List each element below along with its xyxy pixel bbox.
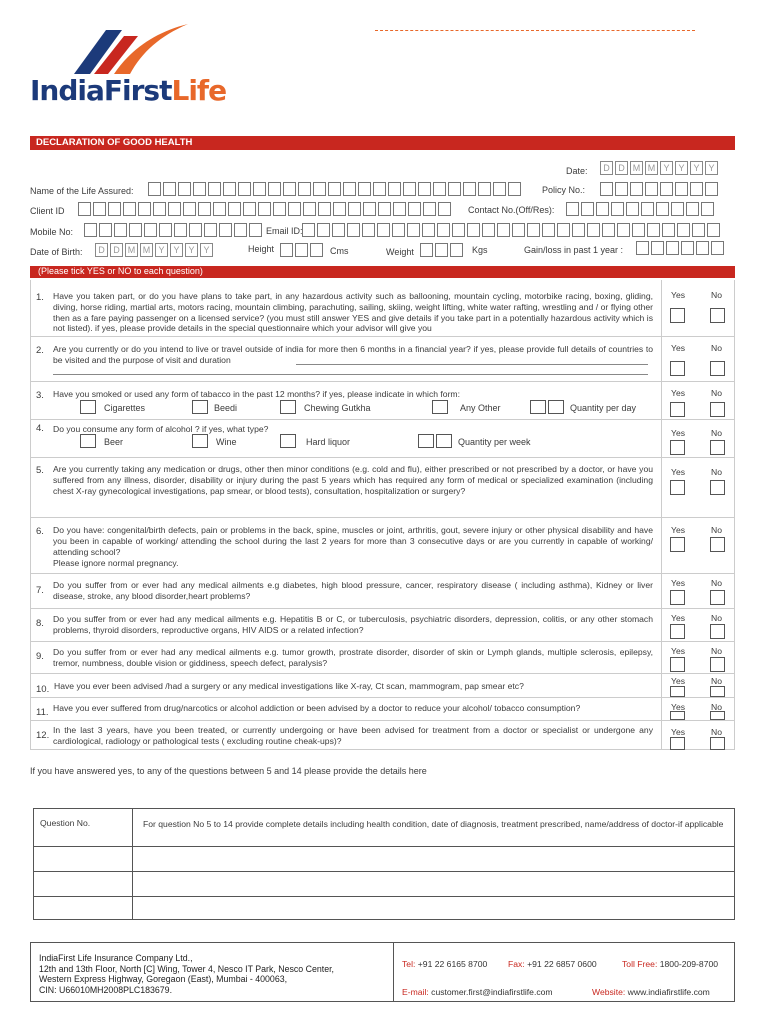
question-1-text: Have you taken part, or do you have plans to take part, in any hazardous activity such as ballooning, mountain cycling, motorbike racing, boxing, gliding, diving, horse riding, martial arts, motors racing, mountain climbing, parachuting, sailing, skiing, weight lifting, white water rafting, wrestling and / or flying other then as a fare paying passenger on a licensed service? (you must still answer YES and give details if you take part in a potentially hazardous activity which is not listed). if yes, please provide details in the special questionnaire which your advisor will give you <box>53 291 653 334</box>
mobile-no-field[interactable] <box>84 223 264 237</box>
height-label: Height <box>248 244 275 254</box>
q1-yes-label: Yes <box>671 290 686 300</box>
question-12-number: 12. <box>36 730 50 741</box>
q6-yes-label: Yes <box>671 525 686 535</box>
q6-no-label: No <box>711 525 722 535</box>
policy-no-label: Policy No.: <box>542 185 586 195</box>
question-7-number: 7. <box>36 585 44 596</box>
fax-contact: Fax: +91 22 6857 0600 <box>508 959 597 969</box>
question-2-number: 2. <box>36 345 44 356</box>
details-row[interactable] <box>34 847 734 872</box>
separator <box>30 457 735 458</box>
q10-yes-checkbox[interactable] <box>670 686 685 697</box>
q12-yes-label: Yes <box>671 727 686 737</box>
separator <box>30 641 735 642</box>
gain-loss-label: Gain/loss in past 1 year : <box>524 245 624 255</box>
q12-no-label: No <box>711 727 722 737</box>
details-row[interactable] <box>34 897 734 919</box>
hard-liquor-checkbox[interactable] <box>280 434 296 448</box>
separator <box>30 697 735 698</box>
section-title: DECLARATION OF GOOD HEALTH <box>36 137 193 148</box>
question-10-text: Have you ever been advised /had a surgery or any medical investigations like X-ray, Ct scan, mammogram, pap smear etc? <box>54 681 524 691</box>
q2-no-checkbox[interactable] <box>710 361 725 376</box>
separator <box>30 573 735 574</box>
question-9-text: Do you suffer from or ever had any medical ailments e.g. tumor growth, prostrate disorder, disorder of skin or Lymph glands, multiple sclerosis, epilepsy, tremor, numbness, double vision or giddiness, speech defect, paralysis? <box>53 647 653 668</box>
company-address: IndiaFirst Life Insurance Company Ltd., 12th and 13th Floor, North [C] Wing, Tower 4, Nesco IT Park, Nesco Center, Western Express Highway, Goregaon (East), Mumbai - 400063, CIN: U66010MH2008PLC183679. <box>39 953 334 995</box>
chewing-gutkha-checkbox[interactable] <box>280 400 296 414</box>
question-12-text: In the last 3 years, have you been treated, or currently undergoing or have been advised for treatment from a doctor or specialist or undergone any cardiological, radiology or pathological tests ( excluding routine cheak-ups)? <box>53 725 653 746</box>
separator <box>30 419 735 420</box>
cigarettes-label: Cigarettes <box>104 403 146 413</box>
gain-loss-field[interactable] <box>636 241 726 255</box>
wine-label: Wine <box>216 437 237 447</box>
q2-details-line[interactable] <box>53 374 648 375</box>
q4-no-checkbox[interactable] <box>710 440 725 455</box>
q2-no-label: No <box>711 343 722 353</box>
q8-no-label: No <box>711 613 722 623</box>
email-id-label: Email ID: <box>266 226 303 236</box>
answer-column-divider <box>661 280 662 750</box>
wine-checkbox[interactable] <box>192 434 208 448</box>
question-10-number: 10. <box>36 684 50 695</box>
q7-no-checkbox[interactable] <box>710 590 725 605</box>
qty-per-day-box[interactable] <box>530 400 546 414</box>
beedi-checkbox[interactable] <box>192 400 208 414</box>
q11-yes-label: Yes <box>671 702 686 712</box>
qty-per-week-box[interactable] <box>436 434 452 448</box>
cigarettes-checkbox[interactable] <box>80 400 96 414</box>
question-1-number: 1. <box>36 292 44 303</box>
q5-no-label: No <box>711 467 722 477</box>
q7-no-label: No <box>711 578 722 588</box>
q3-no-label: No <box>711 388 722 398</box>
q9-no-label: No <box>711 646 722 656</box>
mobile-no-label: Mobile No: <box>30 227 74 237</box>
q3-yes-label: Yes <box>671 388 686 398</box>
q4-yes-checkbox[interactable] <box>670 440 685 455</box>
policy-no-field[interactable] <box>600 182 720 196</box>
any-other-label: Any Other <box>460 403 501 413</box>
section-title-bar <box>30 136 735 150</box>
contact-divider <box>375 30 695 31</box>
q7-yes-checkbox[interactable] <box>670 590 685 605</box>
q3-no-checkbox[interactable] <box>710 402 725 417</box>
q8-yes-label: Yes <box>671 613 686 623</box>
beer-label: Beer <box>104 437 124 447</box>
qty-per-week-label: Quantity per week <box>458 437 531 447</box>
q1-yes-checkbox[interactable] <box>670 308 685 323</box>
q8-yes-checkbox[interactable] <box>670 624 685 639</box>
q9-no-checkbox[interactable] <box>710 657 725 672</box>
contact-no-label: Contact No.(Off/Res): <box>468 205 555 215</box>
separator <box>30 336 735 337</box>
q11-no-checkbox[interactable] <box>710 711 725 720</box>
kgs-label: Kgs <box>472 245 488 255</box>
question-6-note: Please ignore normal pregnancy. <box>53 558 179 568</box>
q6-yes-checkbox[interactable] <box>670 537 685 552</box>
question-7-text: Do you suffer from or ever had any medical ailments e.g diabetes, high blood pressure, cancer, respiratory disease ( including asthma), Kidney or liver disease, stroke, any blood disorder,heart problems? <box>53 580 653 601</box>
q11-yes-checkbox[interactable] <box>670 711 685 720</box>
chewing-gutkha-label: Chewing Gutkha <box>304 403 371 413</box>
details-row[interactable] <box>34 872 734 897</box>
date-label: Date: <box>566 166 588 176</box>
company-logo: IndiaFirstLife <box>30 74 227 107</box>
separator <box>30 517 735 518</box>
question-3-number: 3. <box>36 390 44 401</box>
dob-field[interactable]: D D M M Y Y Y Y <box>95 243 215 257</box>
website-contact[interactable]: Website: www.indiafirstlife.com <box>592 987 710 997</box>
email-contact[interactable]: E-mail: customer.first@indiafirstlife.com <box>402 987 553 997</box>
client-id-field[interactable] <box>78 202 453 216</box>
question-6-text: Do you have: congenital/birth defects, pain or problems in the back, spine, muscles or joint, arthritis, gout, severe injury or other physical disability and have you been in capable of working/ attending the school during the last 2 years for more than 3 consecutive days or are you currently in capable of working/ attending school? <box>53 525 653 557</box>
q1-no-label: No <box>711 290 722 300</box>
q9-yes-checkbox[interactable] <box>670 657 685 672</box>
q5-no-checkbox[interactable] <box>710 480 725 495</box>
q2-details-line[interactable] <box>296 364 648 365</box>
question-6-number: 6. <box>36 526 44 537</box>
question-11-number: 11. <box>36 707 49 718</box>
q5-yes-label: Yes <box>671 467 686 477</box>
weight-label: Weight <box>386 247 414 257</box>
q8-no-checkbox[interactable] <box>710 624 725 639</box>
question-11-text: Have you ever suffered from drug/narcotics or alcohol addiction or been advised by a doctor to reduce your alcohol/ tobacco consumption? <box>53 703 581 713</box>
question-3-text: Have you smoked or used any form of tabacco in the past 12 months? if yes, please indicate in which form: <box>53 389 460 399</box>
q6-no-checkbox[interactable] <box>710 537 725 552</box>
q7-yes-label: Yes <box>671 578 686 588</box>
separator <box>30 608 735 609</box>
q10-no-label: No <box>711 676 722 686</box>
question-4-number: 4. <box>36 423 44 434</box>
footer-divider <box>393 943 394 1001</box>
q4-yes-label: Yes <box>671 428 686 438</box>
life-assured-field[interactable] <box>148 182 523 196</box>
q3-yes-checkbox[interactable] <box>670 402 685 417</box>
question-9-number: 9. <box>36 651 44 662</box>
q5-yes-checkbox[interactable] <box>670 480 685 495</box>
q12-yes-checkbox[interactable] <box>670 737 685 750</box>
date-field[interactable]: D D M M Y Y Y Y <box>600 161 720 175</box>
q10-yes-label: Yes <box>671 676 686 686</box>
question-4-text: Do you consume any form of alcohol ? if yes, what type? <box>53 424 269 434</box>
question-2-text: Are you currently or do you intend to live or travel outside of india for more then 6 months in a financial year? if yes, please provide full details of countries to be visited and the purpose of visit and duration <box>53 344 653 365</box>
q1-no-checkbox[interactable] <box>710 308 725 323</box>
q2-yes-checkbox[interactable] <box>670 361 685 376</box>
q11-no-label: No <box>711 702 722 712</box>
beedi-label: Beedi <box>214 403 238 413</box>
instruction-bar <box>30 266 735 278</box>
separator <box>30 720 735 721</box>
any-other-checkbox[interactable] <box>432 400 448 414</box>
toll-free-contact: Toll Free: 1800-209-8700 <box>622 959 719 969</box>
height-field[interactable] <box>280 243 325 257</box>
q12-no-checkbox[interactable] <box>710 737 725 750</box>
client-id-label: Client ID <box>30 206 65 216</box>
beer-checkbox[interactable] <box>80 434 96 448</box>
question-5-number: 5. <box>36 465 44 476</box>
contact-no-field[interactable] <box>566 202 716 216</box>
dob-label: Date of Birth: <box>30 247 83 257</box>
q2-yes-label: Yes <box>671 343 686 353</box>
q10-no-checkbox[interactable] <box>710 686 725 697</box>
qty-per-day-box[interactable] <box>548 400 564 414</box>
details-col-description: For question No 5 to 14 provide complete details including health condition, date of diagnosis, treatment prescribed, name/address of doctor-if applicable <box>143 819 724 829</box>
instruction-text: (Please tick YES or NO to each question) <box>38 266 203 276</box>
details-table <box>33 808 735 920</box>
weight-field[interactable] <box>420 243 465 257</box>
qty-per-day-label: Quantity per day <box>570 403 637 413</box>
tel-contact: Tel: +91 22 6165 8700 <box>402 959 488 969</box>
q4-no-label: No <box>711 428 722 438</box>
hard-liquor-label: Hard liquor <box>306 437 351 447</box>
life-assured-label: Name of the Life Assured: <box>30 186 134 196</box>
logo-swoosh-icon <box>60 20 190 78</box>
question-8-text: Do you suffer from or ever had any medical ailments e.g. Hepatitis B or C, or tuberculosis, psychiatric disorders, depression, colitis, or any other stomach problems, thyroid disorders, reproductive organs, HIV AIDS or a related infection? <box>53 614 653 635</box>
question-5-text: Are you currently taking any medication or drugs, other then minor conditions (e.g. cold and flu), either prescribed or not prescribed by a doctor, or have you suffered from any illness, disorder, disability or injury during the past 5 years which has required any form of medical or specialized examination (including chest X-ray gynecological investigations, pap smear, or blood tests), consultation, hospitalization or surgery? <box>53 464 653 496</box>
details-intro: If you have answered yes, to any of the questions between 5 and 14 please provide the details here <box>30 766 427 776</box>
separator <box>30 381 735 382</box>
qty-per-week-box[interactable] <box>418 434 434 448</box>
email-id-field[interactable] <box>302 223 722 237</box>
q9-yes-label: Yes <box>671 646 686 656</box>
separator <box>30 673 735 674</box>
details-col-question-no: Question No. <box>34 809 133 846</box>
question-8-number: 8. <box>36 618 44 629</box>
cms-label: Cms <box>330 246 349 256</box>
